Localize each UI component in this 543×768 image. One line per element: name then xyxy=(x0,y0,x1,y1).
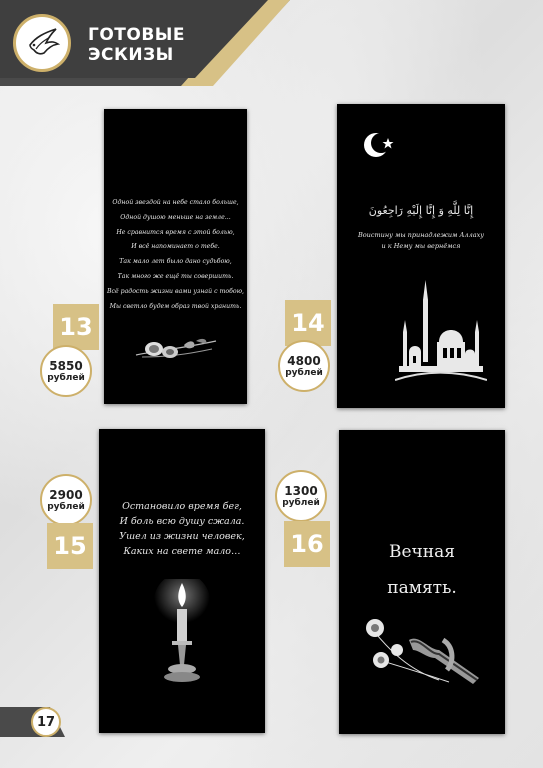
title-line-1: ГОТОВЫЕ xyxy=(88,25,186,45)
poem-line: память. xyxy=(387,578,457,598)
sketch-card-13[interactable] xyxy=(104,109,247,404)
price-value: 5850 xyxy=(49,358,83,373)
price-currency: рублей xyxy=(282,497,320,508)
crescent-star-icon xyxy=(361,128,395,162)
carnations-ribbon-icon xyxy=(359,610,489,690)
mosque-icon xyxy=(395,280,487,390)
sketch-card-15[interactable] xyxy=(99,429,265,733)
header-band xyxy=(0,0,290,86)
poem-line: Так много же ещё ты совершить. xyxy=(117,272,234,280)
dove-logo xyxy=(13,14,71,72)
number-badge-15: 15 xyxy=(47,523,93,569)
card-15-poem xyxy=(99,499,265,559)
price-badge-13 xyxy=(40,345,92,397)
poem-line: и к Нему мы вернёмся xyxy=(381,242,461,250)
page-number-block xyxy=(0,707,65,737)
number-badge-13: 13 xyxy=(53,304,99,350)
candle-icon xyxy=(152,579,212,689)
sketch-card-14[interactable] xyxy=(337,104,505,408)
price-currency: рублей xyxy=(285,367,323,378)
poem-line: И боль всю душу сжала. xyxy=(119,516,245,527)
poem-line: Ушел из жизни человек, xyxy=(119,531,245,542)
number-badge-16: 16 xyxy=(284,521,330,567)
price-badge-15 xyxy=(40,474,92,526)
poem-line: Остановило время бег, xyxy=(122,501,242,512)
price-badge-16 xyxy=(275,470,327,522)
price-currency: рублей xyxy=(47,501,85,512)
poem-line: И всё напоминает о тебе. xyxy=(131,243,220,251)
poem-line: Одной душою меньше на земле... xyxy=(120,213,231,221)
page-number-circle xyxy=(31,707,61,737)
poem-line: Не сравнится время с этой болью, xyxy=(116,228,235,236)
arabic-inscription: إِنَّا لِلَّهِ وَ إِنَّا إِلَيْهِ رَاجِعُونَ xyxy=(368,204,474,217)
number-badge-14: 14 xyxy=(285,300,331,346)
roses-icon xyxy=(134,327,219,367)
page-title xyxy=(88,25,185,65)
price-currency: рублей xyxy=(47,372,85,383)
card-13-poem xyxy=(104,196,247,314)
poem-line: Мы светло будем образ твой хранить. xyxy=(109,302,242,310)
title-line-2: ЭСКИЗЫ xyxy=(88,45,174,65)
poem-line: Одной звездой на небе стало больше, xyxy=(112,199,239,206)
poem-line: Вечная xyxy=(389,542,455,562)
card-14-text xyxy=(337,230,505,252)
poem-line: Так мало лет было дано судьбою, xyxy=(119,258,232,266)
poem-line: Каких на свете мало… xyxy=(123,546,241,557)
poem-line: Всё радость жизни вами узнай с тобою, xyxy=(106,287,245,295)
poem-line: Воистину мы принадлежим Аллаху xyxy=(357,231,485,239)
price-badge-14 xyxy=(278,340,330,392)
dove-icon xyxy=(22,23,62,63)
sketch-card-16[interactable] xyxy=(339,430,505,734)
price-value: 2900 xyxy=(49,487,83,502)
page-number: 17 xyxy=(36,714,56,730)
card-16-text xyxy=(339,534,505,606)
price-value: 1300 xyxy=(284,483,318,498)
price-value: 4800 xyxy=(287,353,321,368)
